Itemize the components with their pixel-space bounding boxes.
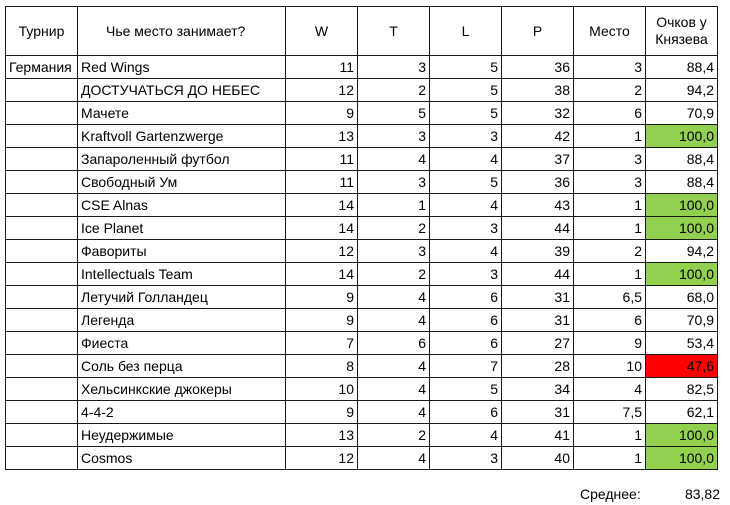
cell-points: 100,0 bbox=[646, 424, 718, 447]
table-row bbox=[6, 355, 718, 378]
cell-p: 37 bbox=[502, 148, 574, 171]
cell-t: 3 bbox=[358, 125, 430, 148]
cell-points: 94,2 bbox=[646, 240, 718, 263]
cell-tournament bbox=[6, 263, 78, 286]
cell-w: 9 bbox=[286, 102, 358, 125]
cell-p: 31 bbox=[502, 401, 574, 424]
header-place: Место bbox=[574, 7, 646, 56]
cell-points: 100,0 bbox=[646, 447, 718, 470]
cell-place: 3 bbox=[574, 56, 646, 79]
cell-p: 31 bbox=[502, 286, 574, 309]
cell-l: 6 bbox=[430, 309, 502, 332]
cell-place: 10 bbox=[574, 355, 646, 378]
cell-w: 14 bbox=[286, 217, 358, 240]
cell-tournament bbox=[6, 378, 78, 401]
table-row bbox=[6, 125, 718, 148]
cell-t: 3 bbox=[358, 171, 430, 194]
cell-l: 3 bbox=[430, 217, 502, 240]
cell-points: 100,0 bbox=[646, 194, 718, 217]
table-row bbox=[6, 240, 718, 263]
cell-w: 9 bbox=[286, 401, 358, 424]
cell-l: 5 bbox=[430, 56, 502, 79]
cell-p: 44 bbox=[502, 217, 574, 240]
cell-w: 12 bbox=[286, 79, 358, 102]
cell-t: 4 bbox=[358, 378, 430, 401]
cell-points: 88,4 bbox=[646, 56, 718, 79]
cell-place: 9 bbox=[574, 332, 646, 355]
cell-points: 47,6 bbox=[646, 355, 718, 378]
cell-p: 34 bbox=[502, 378, 574, 401]
cell-place: 7,5 bbox=[574, 401, 646, 424]
cell-t: 2 bbox=[358, 263, 430, 286]
cell-p: 40 bbox=[502, 447, 574, 470]
table-row bbox=[6, 401, 718, 424]
cell-l: 4 bbox=[430, 240, 502, 263]
cell-w: 11 bbox=[286, 171, 358, 194]
cell-l: 7 bbox=[430, 355, 502, 378]
cell-tournament bbox=[6, 447, 78, 470]
table-row bbox=[6, 286, 718, 309]
cell-p: 38 bbox=[502, 79, 574, 102]
cell-team: Intellectuals Team bbox=[78, 263, 286, 286]
cell-p: 44 bbox=[502, 263, 574, 286]
cell-l: 6 bbox=[430, 286, 502, 309]
cell-place: 6,5 bbox=[574, 286, 646, 309]
cell-p: 28 bbox=[502, 355, 574, 378]
cell-t: 2 bbox=[358, 424, 430, 447]
table-row bbox=[6, 332, 718, 355]
table-row bbox=[6, 148, 718, 171]
cell-points: 62,1 bbox=[646, 401, 718, 424]
cell-points: 70,9 bbox=[646, 102, 718, 125]
cell-points: 94,2 bbox=[646, 79, 718, 102]
cell-l: 3 bbox=[430, 447, 502, 470]
results-table bbox=[5, 6, 718, 470]
cell-team: Соль без перца bbox=[78, 355, 286, 378]
cell-p: 41 bbox=[502, 424, 574, 447]
header-tournament: Турнир bbox=[6, 7, 78, 56]
cell-team: ДОСТУЧАТЬСЯ ДО НЕБЕС bbox=[78, 79, 286, 102]
cell-l: 4 bbox=[430, 424, 502, 447]
cell-place: 3 bbox=[574, 148, 646, 171]
cell-l: 4 bbox=[430, 148, 502, 171]
cell-t: 4 bbox=[358, 355, 430, 378]
cell-w: 9 bbox=[286, 309, 358, 332]
cell-t: 2 bbox=[358, 217, 430, 240]
cell-t: 1 bbox=[358, 194, 430, 217]
cell-p: 43 bbox=[502, 194, 574, 217]
cell-w: 11 bbox=[286, 56, 358, 79]
cell-l: 3 bbox=[430, 125, 502, 148]
cell-l: 5 bbox=[430, 102, 502, 125]
header-w: W bbox=[286, 7, 358, 56]
cell-team: Cosmos bbox=[78, 447, 286, 470]
cell-tournament bbox=[6, 217, 78, 240]
header-p: P bbox=[502, 7, 574, 56]
cell-team: 4-4-2 bbox=[78, 401, 286, 424]
cell-team: Kraftvoll Gartenzwerge bbox=[78, 125, 286, 148]
cell-p: 32 bbox=[502, 102, 574, 125]
cell-w: 14 bbox=[286, 194, 358, 217]
cell-team: Запароленный футбол bbox=[78, 148, 286, 171]
table-row bbox=[6, 102, 718, 125]
cell-l: 6 bbox=[430, 401, 502, 424]
cell-p: 39 bbox=[502, 240, 574, 263]
cell-tournament bbox=[6, 148, 78, 171]
table-row bbox=[6, 309, 718, 332]
cell-team: Фавориты bbox=[78, 240, 286, 263]
cell-w: 13 bbox=[286, 125, 358, 148]
cell-l: 3 bbox=[430, 263, 502, 286]
cell-l: 5 bbox=[430, 378, 502, 401]
cell-points: 88,4 bbox=[646, 148, 718, 171]
cell-points: 100,0 bbox=[646, 217, 718, 240]
cell-l: 4 bbox=[430, 194, 502, 217]
header-t: T bbox=[358, 7, 430, 56]
cell-l: 5 bbox=[430, 171, 502, 194]
cell-team: Неудержимые bbox=[78, 424, 286, 447]
cell-tournament bbox=[6, 240, 78, 263]
cell-place: 2 bbox=[574, 240, 646, 263]
cell-team: Легенда bbox=[78, 309, 286, 332]
cell-p: 31 bbox=[502, 309, 574, 332]
cell-tournament bbox=[6, 102, 78, 125]
cell-points: 100,0 bbox=[646, 125, 718, 148]
cell-t: 4 bbox=[358, 447, 430, 470]
table-row bbox=[6, 194, 718, 217]
table-row bbox=[6, 424, 718, 447]
cell-team: Мачете bbox=[78, 102, 286, 125]
cell-t: 5 bbox=[358, 102, 430, 125]
cell-tournament bbox=[6, 171, 78, 194]
cell-place: 2 bbox=[574, 79, 646, 102]
cell-t: 3 bbox=[358, 240, 430, 263]
cell-place: 4 bbox=[574, 378, 646, 401]
cell-place: 1 bbox=[574, 217, 646, 240]
table-row bbox=[6, 217, 718, 240]
cell-team: Ice Planet bbox=[78, 217, 286, 240]
cell-t: 4 bbox=[358, 309, 430, 332]
cell-points: 100,0 bbox=[646, 263, 718, 286]
cell-place: 1 bbox=[574, 263, 646, 286]
cell-tournament bbox=[6, 286, 78, 309]
cell-t: 4 bbox=[358, 401, 430, 424]
cell-tournament bbox=[6, 309, 78, 332]
cell-team: Фиеста bbox=[78, 332, 286, 355]
cell-t: 6 bbox=[358, 332, 430, 355]
cell-w: 12 bbox=[286, 240, 358, 263]
cell-tournament: Германия bbox=[6, 56, 78, 79]
cell-l: 6 bbox=[430, 332, 502, 355]
cell-t: 3 bbox=[358, 56, 430, 79]
cell-tournament bbox=[6, 125, 78, 148]
cell-team: Свободный Ум bbox=[78, 171, 286, 194]
table-row bbox=[6, 171, 718, 194]
cell-w: 10 bbox=[286, 378, 358, 401]
cell-points: 68,0 bbox=[646, 286, 718, 309]
cell-place: 1 bbox=[574, 424, 646, 447]
cell-place: 3 bbox=[574, 171, 646, 194]
cell-place: 1 bbox=[574, 447, 646, 470]
table-row bbox=[6, 79, 718, 102]
cell-w: 9 bbox=[286, 286, 358, 309]
cell-w: 12 bbox=[286, 447, 358, 470]
table-row bbox=[6, 447, 718, 470]
cell-team: CSE Alnas bbox=[78, 194, 286, 217]
cell-tournament bbox=[6, 401, 78, 424]
table-row bbox=[6, 378, 718, 401]
cell-team: Летучий Голландец bbox=[78, 286, 286, 309]
cell-l: 5 bbox=[430, 79, 502, 102]
cell-t: 4 bbox=[358, 286, 430, 309]
cell-tournament bbox=[6, 79, 78, 102]
cell-place: 6 bbox=[574, 102, 646, 125]
cell-p: 36 bbox=[502, 171, 574, 194]
cell-place: 6 bbox=[574, 309, 646, 332]
cell-points: 82,5 bbox=[646, 378, 718, 401]
cell-p: 27 bbox=[502, 332, 574, 355]
average-value: 83,82 bbox=[684, 486, 720, 502]
cell-place: 1 bbox=[574, 194, 646, 217]
cell-place: 1 bbox=[574, 125, 646, 148]
cell-t: 2 bbox=[358, 79, 430, 102]
header-row bbox=[6, 7, 718, 56]
cell-w: 7 bbox=[286, 332, 358, 355]
cell-w: 11 bbox=[286, 148, 358, 171]
cell-t: 4 bbox=[358, 148, 430, 171]
cell-points: 88,4 bbox=[646, 171, 718, 194]
cell-tournament bbox=[6, 424, 78, 447]
table-row bbox=[6, 56, 718, 79]
cell-p: 42 bbox=[502, 125, 574, 148]
cell-tournament bbox=[6, 332, 78, 355]
cell-tournament bbox=[6, 355, 78, 378]
average-row bbox=[0, 486, 730, 504]
cell-w: 13 bbox=[286, 424, 358, 447]
header-team: Чье место занимает? bbox=[78, 7, 286, 56]
cell-team: Red Wings bbox=[78, 56, 286, 79]
table-row bbox=[6, 263, 718, 286]
cell-points: 53,4 bbox=[646, 332, 718, 355]
cell-w: 8 bbox=[286, 355, 358, 378]
cell-tournament bbox=[6, 194, 78, 217]
header-l: L bbox=[430, 7, 502, 56]
cell-p: 36 bbox=[502, 56, 574, 79]
cell-points: 70,9 bbox=[646, 309, 718, 332]
cell-w: 14 bbox=[286, 263, 358, 286]
header-points: Очков у Князева bbox=[646, 7, 718, 56]
cell-team: Хельсинкские джокеры bbox=[78, 378, 286, 401]
average-label: Среднее: bbox=[580, 486, 641, 502]
